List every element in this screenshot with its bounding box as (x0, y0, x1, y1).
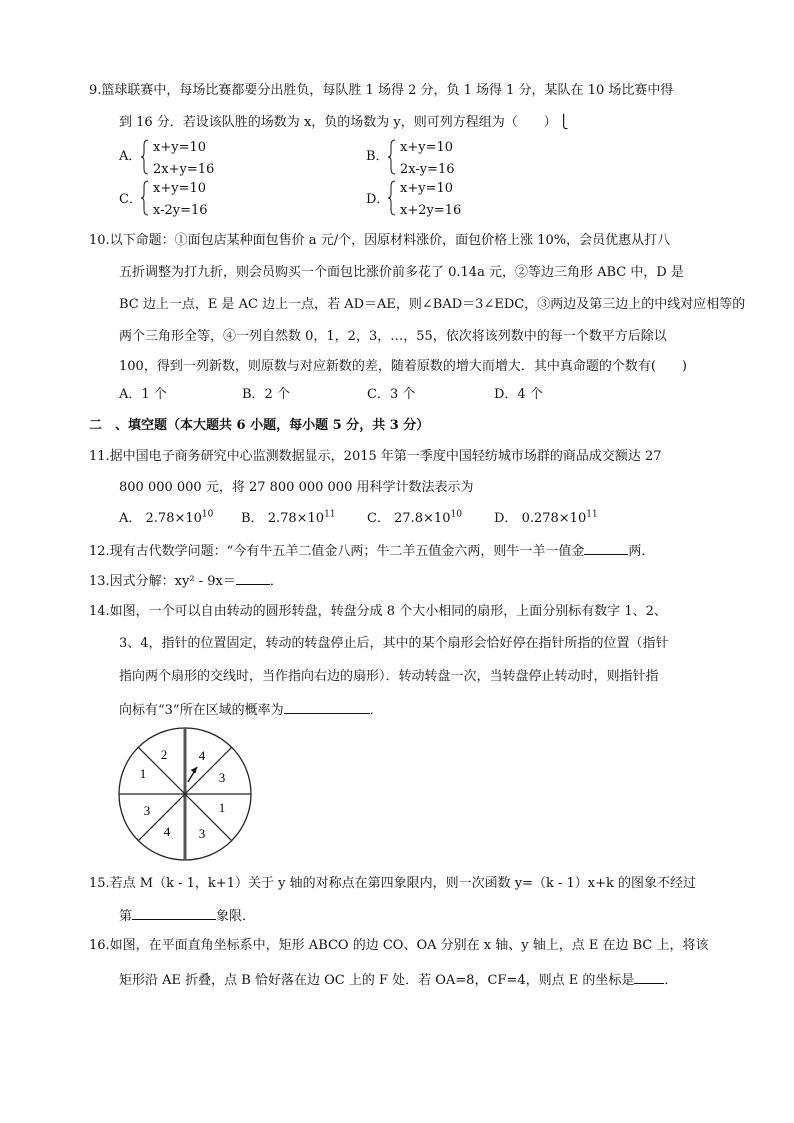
q9-stem-line2: 到 16 分．若设该队胜的场数为 x，负的场数为 y，则可列方程组为（ ） ⎩ (119, 115, 569, 130)
spinner-figure (118, 727, 254, 861)
q9-stem-text: 到 16 分．若设该队胜的场数为 x，负的场数为 y，则可列方程组为（ ） (119, 115, 557, 130)
q15-answer-blank[interactable] (132, 905, 216, 920)
q11-option-d: D． $0.278\times 10^{11}$ (494, 509, 598, 526)
q9-c-eq2: x-2y=16 (153, 203, 208, 218)
q11-stem-line1: 11.据中国电子商务研究中心监测数据显示，2015 年第一季度中国轻纺城市场群的商品成交额达 27 (89, 449, 662, 464)
q9-stem-line1: 9.篮球联赛中，每场比赛都要分出胜负，每队胜 1 场得 2 分，负 1 场得 1 分，某队在 10 场比赛中得 (89, 83, 674, 98)
spinner-label: 1 (139, 766, 147, 781)
spinner-label: 3 (143, 803, 151, 818)
q11-option-a: A． $2.78\times 10^{10}$ (119, 509, 214, 526)
q10-option-d: D．4 个 (494, 387, 543, 402)
spinner-label: 1 (218, 800, 226, 815)
spinner-label: 4 (163, 824, 171, 839)
q10-option-c: C．3 个 (367, 387, 416, 402)
q9-c-eq1: x+y=10 (153, 181, 207, 196)
q9-option-b-label: B． (366, 149, 389, 164)
q10-stem-line5: 100，得到一列新数，则原数与对应新数的差，随着原数的增大而增大．其中真命题的个数有( ) (119, 359, 687, 374)
spinner-label: 3 (198, 826, 206, 841)
spinner-label: 2 (160, 747, 168, 762)
spinner-label: 3 (218, 770, 226, 785)
q9-a-eq1: x+y=10 (153, 140, 207, 155)
q9-b-eq2: 2x-y=16 (400, 162, 455, 177)
q16-stem-line2: 矩形沿 AE 折叠，点 B 恰好落在边 OC 上的 F 处．若 OA=8，CF=4，则点 E 的坐标是 ． (119, 969, 677, 990)
q11-option-b: B． $2.78\times 10^{11}$ (241, 509, 336, 526)
q15-stem-line1: 15.若点 M（k - 1，k+1）关于 y 轴的对称点在第四象限内，则一次函数 y=（k - 1）x+k 的图象不经过 (89, 876, 696, 891)
q14-stem-line1: 14.如图，一个可以自由转动的圆形转盘，转盘分成 8 个大小相同的扇形，上面分别标有数字 1、2、 (89, 604, 667, 619)
q10-option-a: A．1 个 (119, 387, 167, 402)
q10-stem-line2: 五折调整为打九折，则会员购买一个面包比涨价前多花了 0.14a 元，②等边三角形 ABC 中，D 是 (119, 265, 684, 280)
q14-answer-blank[interactable] (284, 699, 370, 714)
q14-stem-line4: 向标有“3”所在区域的概率为 ． (119, 699, 383, 720)
q13-stem: 13.因式分解：xy² - 9x＝ ． (89, 570, 283, 591)
q14-stem-line3: 指向两个扇形的交线时，当作指向右边的扇形）．转动转盘一次，当转盘停止转动时，则指针指 (119, 669, 659, 684)
q16-answer-blank[interactable] (634, 969, 664, 984)
q11-stem-line2: 800 000 000 元，将 27 800 000 000 用科学计数法表示为 (119, 480, 474, 495)
q9-option-a-label: A． (119, 149, 142, 164)
q12-answer-blank[interactable] (584, 540, 628, 555)
spinner-label: 4 (198, 748, 206, 763)
q10-stem-line4: 两个三角形全等，④一列自然数 0，1，2，3，…，55，依次将该列数中的每一个数平方后除以 (119, 329, 667, 344)
section-heading-fill-in: 二 、填空题（本大题共 6 小题，每小题 5 分，共 3 分） (89, 418, 430, 433)
q9-a-eq2: 2x+y=16 (153, 162, 215, 177)
q10-stem-line3: BC 边上一点，E 是 AC 边上一点，若 AD＝AE，则∠BAD＝3∠EDC，③两边及第三边上的中线对应相等的 (119, 297, 746, 312)
q10-option-b: B．2 个 (242, 387, 290, 402)
q13-answer-blank[interactable] (236, 570, 270, 585)
q16-stem-line1: 16.如图，在平面直角坐标系中，矩形 ABCO 的边 CO、OA 分别在 x 轴、y 轴上，点 E 在边 BC 上，将该 (89, 938, 709, 953)
q9-d-eq2: x+2y=16 (400, 203, 462, 218)
q9-d-eq1: x+y=10 (400, 181, 454, 196)
q15-stem-line2: 第 象限． (119, 905, 255, 926)
q14-stem-line2: 3、4，指针的位置固定，转动的转盘停止后，其中的某个扇形会恰好停在指针所指的位置（指针 (119, 636, 669, 651)
q11-option-c: C． $27.8\times 10^{10}$ (367, 509, 462, 526)
q10-stem-line1: 10.以下命题：①面包店某种面包售价 a 元/个，因原材料涨价，面包价格上涨 10%，会员优惠从打八 (89, 233, 671, 248)
q12-stem: 12.现有古代数学问题：“今有牛五羊二值金八两；牛二羊五值金六两，则牛一羊一值金 两． (89, 540, 654, 561)
q9-option-d-label: D． (366, 192, 390, 207)
q9-b-eq1: x+y=10 (400, 140, 454, 155)
q9-option-c-label: C． (119, 192, 142, 207)
